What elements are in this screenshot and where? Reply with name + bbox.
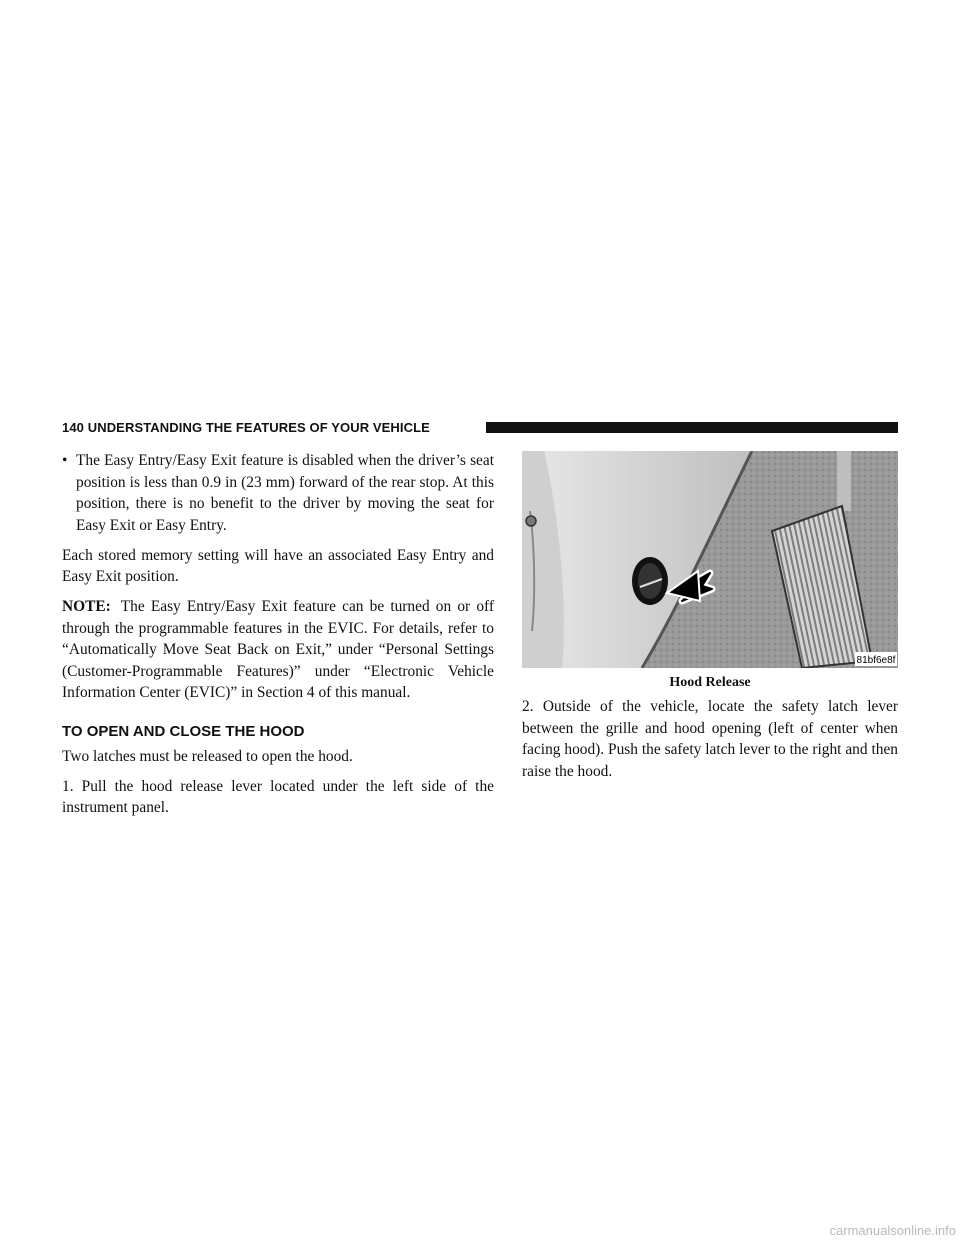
bullet-item — [62, 450, 494, 536]
figure-caption: Hood Release — [669, 675, 751, 690]
step-2-paragraph: 2. Outside of the vehicle, locate the safety latch lever between the grille and hood opening (left of center when facing hood). Push the safety latch lever to the right and then raise the hood. — [522, 698, 898, 780]
bullet-symbol: • — [62, 452, 68, 469]
page-header — [62, 420, 898, 436]
figure-code: 81bf6e8f — [856, 655, 896, 666]
note-paragraph — [62, 596, 494, 704]
note-text: The Easy Entry/Easy Exit feature can be turned on or off through the programmable features in the EVIC. For details, refer to “Automatically Move Seat Back on Exit,” under “Personal Settings (Customer-Programmable Features)” under “Electronic Vehicle Information Center (EVIC)” in Section 4 of this manual. — [62, 598, 494, 701]
hood-release-illustration — [522, 451, 898, 668]
note-label: NOTE: — [62, 598, 111, 615]
watermark: carmanualsonline.info — [829, 1223, 956, 1238]
bullet-text: The Easy Entry/Easy Exit feature is disabled when the driver’s seat position is less than 0.9 in (23 mm) forward of the rear stop. At this position, there is no benefit to the driver by moving the seat for Easy Exit or Easy Entry. — [76, 452, 494, 534]
step-1-paragraph: 1. Pull the hood release lever located under the left side of the instrument panel. — [62, 777, 494, 816]
memory-setting-paragraph: Each stored memory setting will have an associated Easy Entry and Easy Exit position. — [62, 546, 494, 585]
left-column — [62, 450, 494, 827]
header-text — [62, 420, 430, 436]
latches-paragraph: Two latches must be released to open the hood. — [62, 747, 353, 765]
section-heading: TO OPEN AND CLOSE THE HOOD — [62, 722, 305, 740]
right-column — [522, 696, 898, 782]
header-rule — [486, 422, 898, 433]
hood-release-figure — [522, 451, 898, 668]
chapter-title: UNDERSTANDING THE FEATURES OF YOUR VEHICLE — [87, 420, 430, 435]
page-number: 140 — [62, 420, 84, 435]
